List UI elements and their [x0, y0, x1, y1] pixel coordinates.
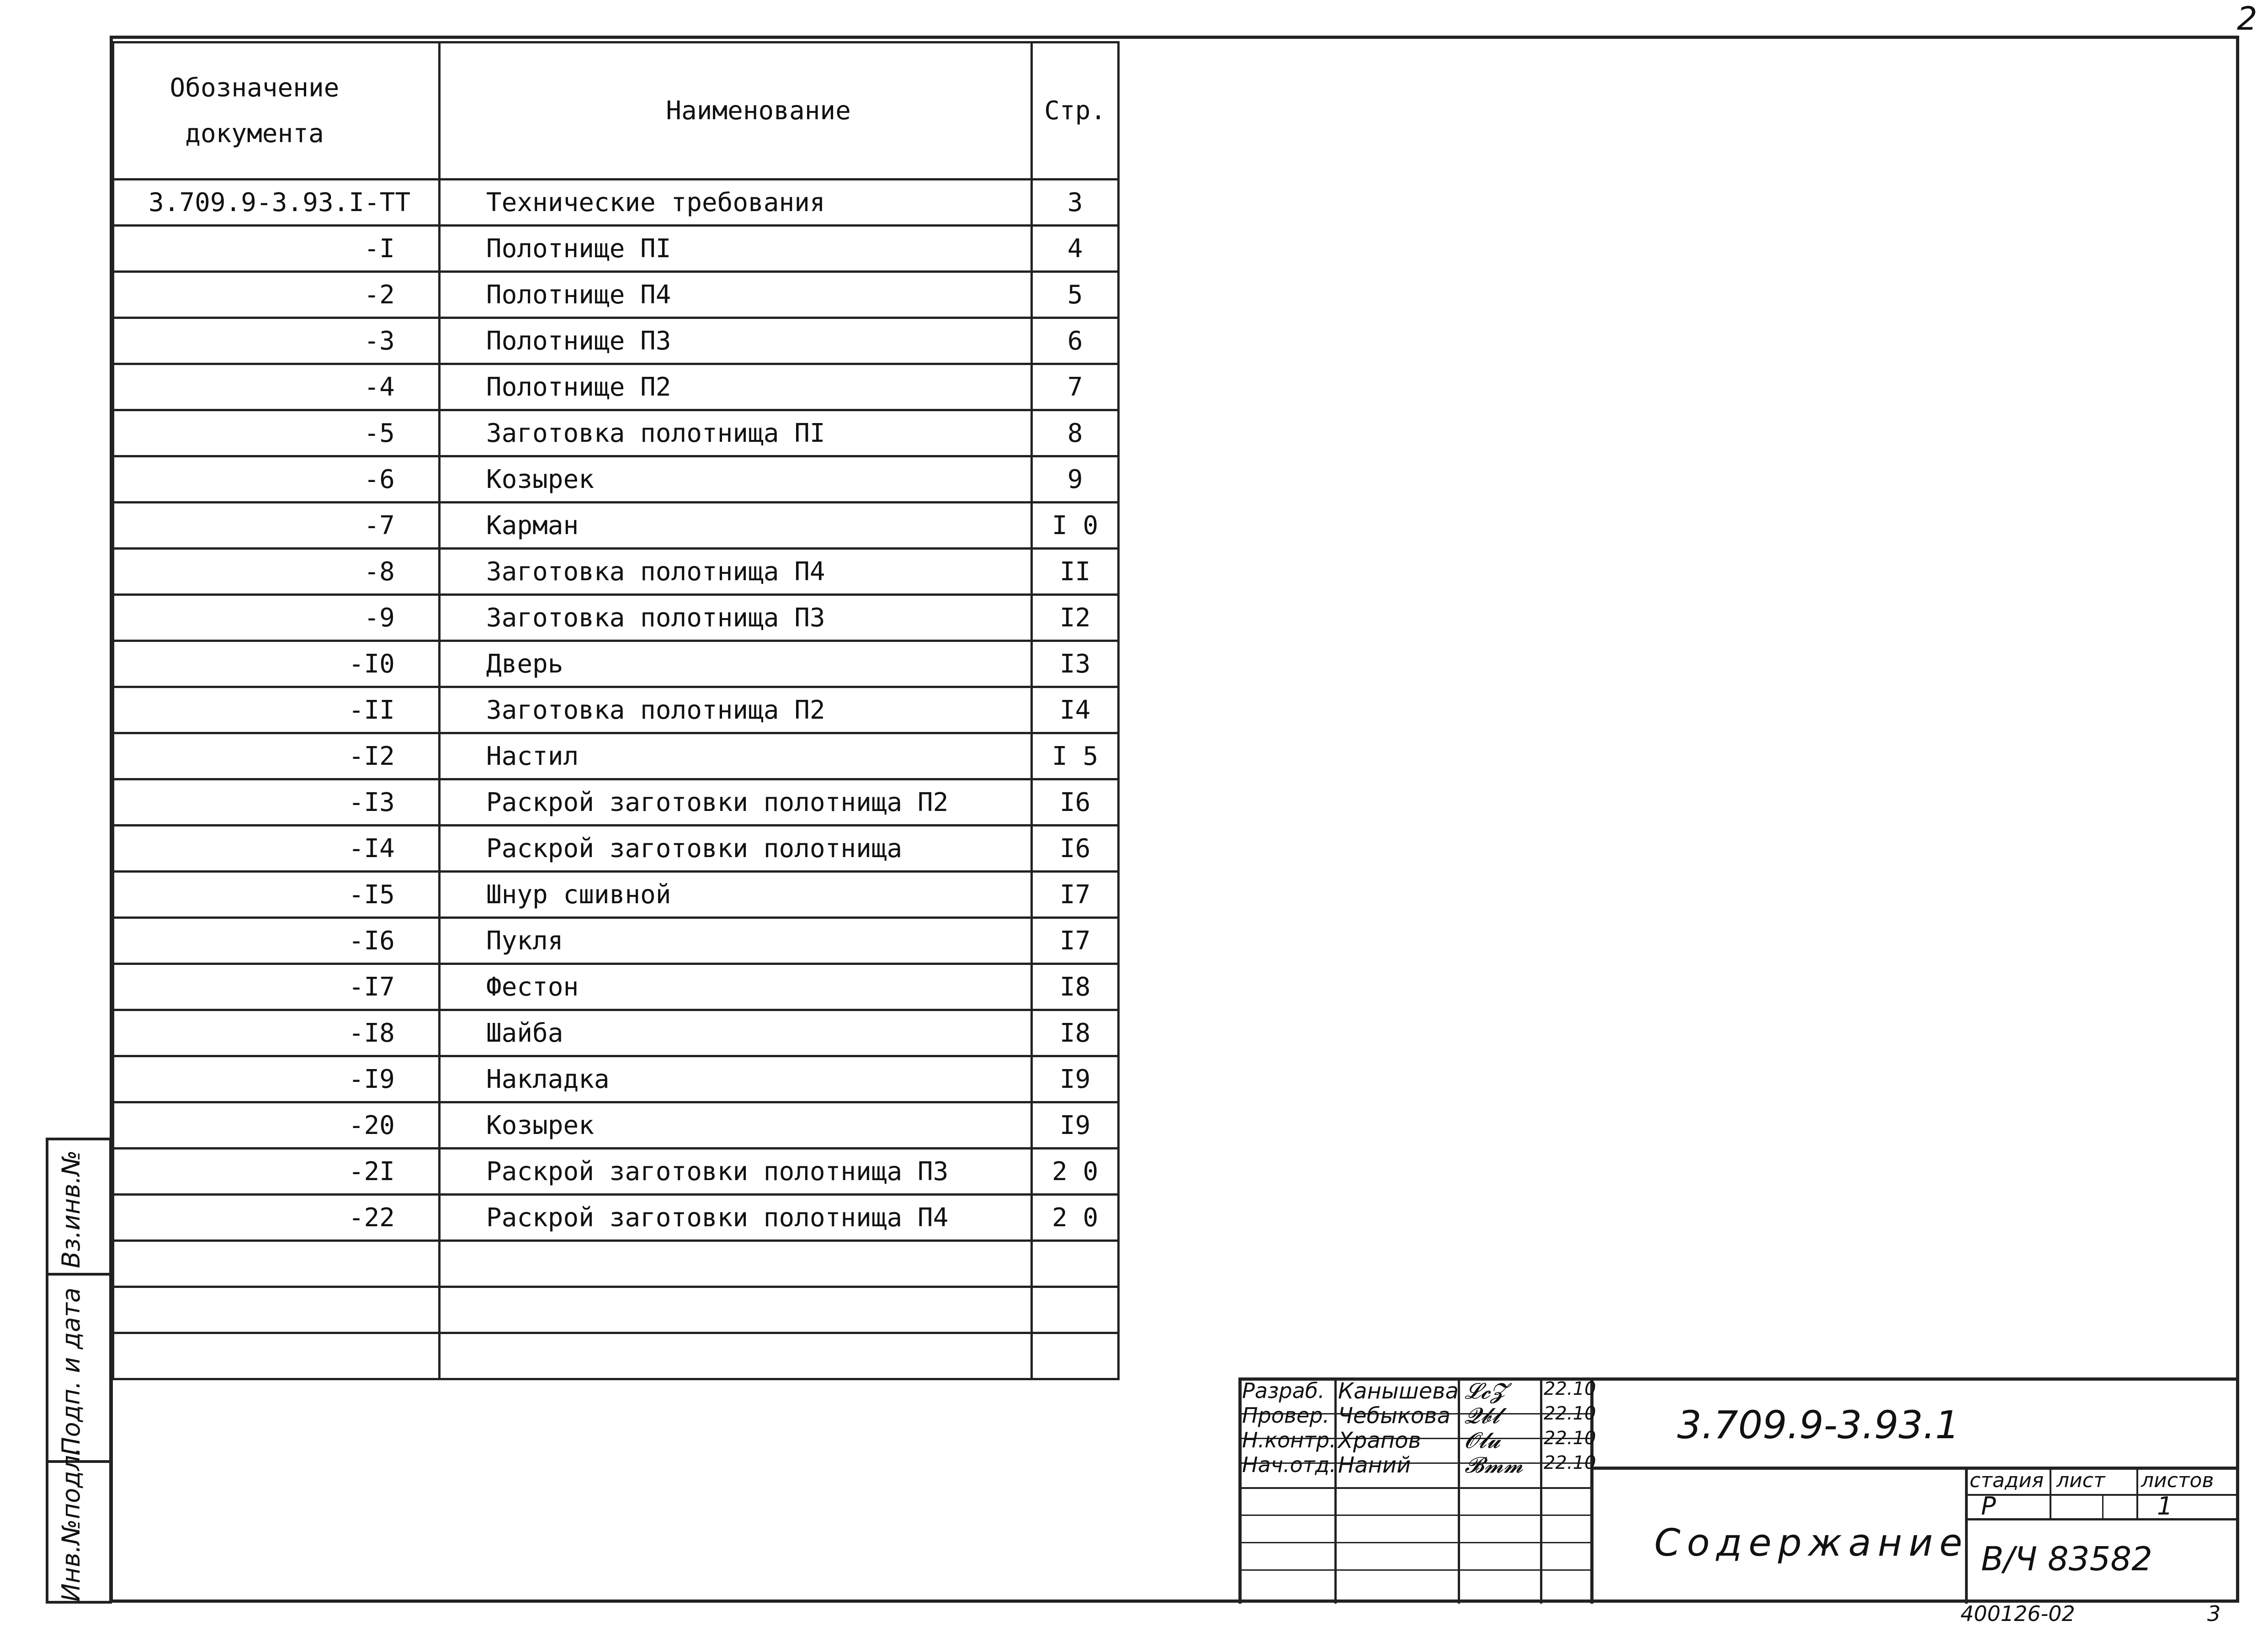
row-page: I7 — [1032, 918, 1119, 964]
role-label: Н.контр. — [1242, 1428, 1336, 1452]
role-label: Нач.отд. — [1242, 1452, 1336, 1477]
row-page: II — [1032, 549, 1119, 595]
empty-cell — [113, 1287, 440, 1333]
row-name: Заготовка полотнища П2 — [439, 687, 1031, 733]
row-designation: -I8 — [113, 1010, 440, 1056]
row-name: Заготовка полотнища П4 — [439, 549, 1031, 595]
row-page: 2 0 — [1032, 1149, 1119, 1195]
row-page: 3 — [1032, 180, 1119, 226]
person-name: Чебыкова — [1338, 1403, 1450, 1429]
row-page: I9 — [1032, 1102, 1119, 1149]
empty-cell — [439, 1241, 1031, 1287]
row-name: Раскрой заготовки полотнища П3 — [439, 1149, 1031, 1195]
role-label: Провер. — [1242, 1403, 1330, 1428]
row-designation: -I6 — [113, 918, 440, 964]
footer-sheet-number: 3 — [2207, 1601, 2221, 1626]
row-page: 6 — [1032, 318, 1119, 364]
sheets-label: листов — [2141, 1469, 2214, 1492]
row-designation: -I0 — [113, 641, 440, 687]
stage-value: Р — [1981, 1492, 1996, 1520]
empty-cell — [1032, 1241, 1119, 1287]
vz-inv-label: Вз.инв.№ — [57, 1150, 85, 1268]
row-name: Настил — [439, 733, 1031, 779]
table-row — [113, 733, 1119, 779]
row-name: Полотнище П4 — [439, 272, 1031, 318]
table-row — [113, 641, 1119, 687]
row-designation: -4 — [113, 364, 440, 410]
table-row — [113, 226, 1119, 272]
table-row — [113, 826, 1119, 872]
row-designation: -20 — [113, 1102, 440, 1149]
empty-row — [113, 1287, 1119, 1333]
row-name: Раскрой заготовки полотнища П4 — [439, 1195, 1031, 1241]
table-row — [113, 872, 1119, 918]
row-page: I3 — [1032, 641, 1119, 687]
row-designation: 3.709.9-3.93.I-TT — [113, 180, 440, 226]
sign-date: 22.10 — [1544, 1428, 1596, 1449]
side-divider — [48, 1273, 109, 1276]
row-name: Накладка — [439, 1056, 1031, 1102]
row-name: Шнур сшивной — [439, 872, 1031, 918]
row-name: Полотнище П2 — [439, 364, 1031, 410]
row-page: I4 — [1032, 687, 1119, 733]
row-page: 9 — [1032, 456, 1119, 503]
signature-3: 𝓞𝓵𝓾 — [1465, 1428, 1501, 1453]
row-name: Шайба — [439, 1010, 1031, 1056]
row-page: I2 — [1032, 595, 1119, 641]
row-page: 8 — [1032, 410, 1119, 456]
table-row — [113, 1149, 1119, 1195]
table-row — [113, 318, 1119, 364]
archive-number: 400126-02 — [1960, 1601, 2075, 1626]
row-page: I7 — [1032, 872, 1119, 918]
table-row — [113, 779, 1119, 826]
side-stamp — [46, 1138, 112, 1604]
empty-cell — [439, 1287, 1031, 1333]
row-designation: -9 — [113, 595, 440, 641]
row-designation: -I — [113, 226, 440, 272]
header-name: Наименование — [439, 42, 1031, 180]
table-row — [113, 1010, 1119, 1056]
table-row — [113, 503, 1119, 549]
row-designation: -2 — [113, 272, 440, 318]
row-designation: -II — [113, 687, 440, 733]
row-page: I 5 — [1032, 733, 1119, 779]
row-name: Заготовка полотнища ПI — [439, 410, 1031, 456]
row-name: Козырек — [439, 1102, 1031, 1149]
row-designation: -2I — [113, 1149, 440, 1195]
empty-cell — [439, 1333, 1031, 1379]
empty-cell — [113, 1333, 440, 1379]
header-page: Стр. — [1032, 42, 1119, 180]
table-row — [113, 180, 1119, 226]
stage-label: стадия — [1970, 1469, 2044, 1492]
row-name: Фестон — [439, 964, 1031, 1010]
table-row — [113, 1102, 1119, 1149]
header-designation: Обозначение документа — [113, 42, 440, 180]
row-page: I 0 — [1032, 503, 1119, 549]
row-name: Полотнище П3 — [439, 318, 1031, 364]
row-designation: -7 — [113, 503, 440, 549]
row-page: I9 — [1032, 1056, 1119, 1102]
empty-row — [113, 1241, 1119, 1287]
podp-data-label: Подп. и дата — [57, 1287, 85, 1456]
row-name: Технические требования — [439, 180, 1031, 226]
org-code: В/Ч 83582 — [1981, 1540, 2152, 1578]
row-designation: -I4 — [113, 826, 440, 872]
doc-title: Содержание — [1654, 1521, 1969, 1565]
empty-cell — [1032, 1333, 1119, 1379]
row-designation: -I9 — [113, 1056, 440, 1102]
row-page: 7 — [1032, 364, 1119, 410]
table-row — [113, 687, 1119, 733]
contents-table — [112, 41, 1120, 1380]
row-name: Раскрой заготовки полотнища — [439, 826, 1031, 872]
sign-date: 22.10 — [1544, 1403, 1596, 1424]
inv-podl-label: Инв.№подл. — [57, 1447, 85, 1602]
row-name: Полотнище ПI — [439, 226, 1031, 272]
row-name: Козырек — [439, 456, 1031, 503]
row-page: 2 0 — [1032, 1195, 1119, 1241]
row-designation: -6 — [113, 456, 440, 503]
row-name: Пукля — [439, 918, 1031, 964]
row-name: Заготовка полотнища П3 — [439, 595, 1031, 641]
table-row — [113, 595, 1119, 641]
row-name: Дверь — [439, 641, 1031, 687]
sheets-value: 1 — [2157, 1492, 2173, 1520]
row-designation: -3 — [113, 318, 440, 364]
table-row — [113, 964, 1119, 1010]
row-name: Карман — [439, 503, 1031, 549]
sheet-label: лист — [2056, 1469, 2105, 1492]
empty-row — [113, 1333, 1119, 1379]
signature-4: 𝓑𝓶𝓶 — [1465, 1452, 1523, 1478]
table-row — [113, 364, 1119, 410]
signature-2: 𝓠𝓫𝓵 — [1465, 1403, 1500, 1429]
empty-cell — [1032, 1287, 1119, 1333]
sign-date: 22.10 — [1544, 1452, 1596, 1473]
person-name: Наний — [1338, 1452, 1411, 1478]
empty-cell — [113, 1241, 440, 1287]
signature-1: 𝓛𝓬𝓩 — [1465, 1378, 1506, 1404]
row-designation: -5 — [113, 410, 440, 456]
table-row — [113, 918, 1119, 964]
table-row — [113, 272, 1119, 318]
table-row — [113, 1195, 1119, 1241]
row-name: Раскрой заготовки полотнища П2 — [439, 779, 1031, 826]
row-designation: -I3 — [113, 779, 440, 826]
table-row — [113, 549, 1119, 595]
row-page: 4 — [1032, 226, 1119, 272]
role-label: Разраб. — [1242, 1378, 1325, 1403]
title-block — [1238, 1377, 2239, 1604]
person-name: Храпов — [1338, 1428, 1421, 1453]
sign-date: 22.10 — [1544, 1378, 1596, 1399]
person-name: Канышева — [1338, 1378, 1459, 1404]
row-page: I8 — [1032, 964, 1119, 1010]
page-number: 2 — [2237, 0, 2257, 37]
table-row — [113, 1056, 1119, 1102]
row-page: 5 — [1032, 272, 1119, 318]
row-page: I6 — [1032, 826, 1119, 872]
table-header — [113, 42, 1119, 180]
row-designation: -22 — [113, 1195, 440, 1241]
table-row — [113, 456, 1119, 503]
row-designation: -I5 — [113, 872, 440, 918]
table-row — [113, 410, 1119, 456]
row-page: I8 — [1032, 1010, 1119, 1056]
row-designation: -8 — [113, 549, 440, 595]
doc-code: 3.709.9-3.93.1 — [1677, 1403, 1960, 1447]
row-designation: -I7 — [113, 964, 440, 1010]
row-designation: -I2 — [113, 733, 440, 779]
row-page: I6 — [1032, 779, 1119, 826]
